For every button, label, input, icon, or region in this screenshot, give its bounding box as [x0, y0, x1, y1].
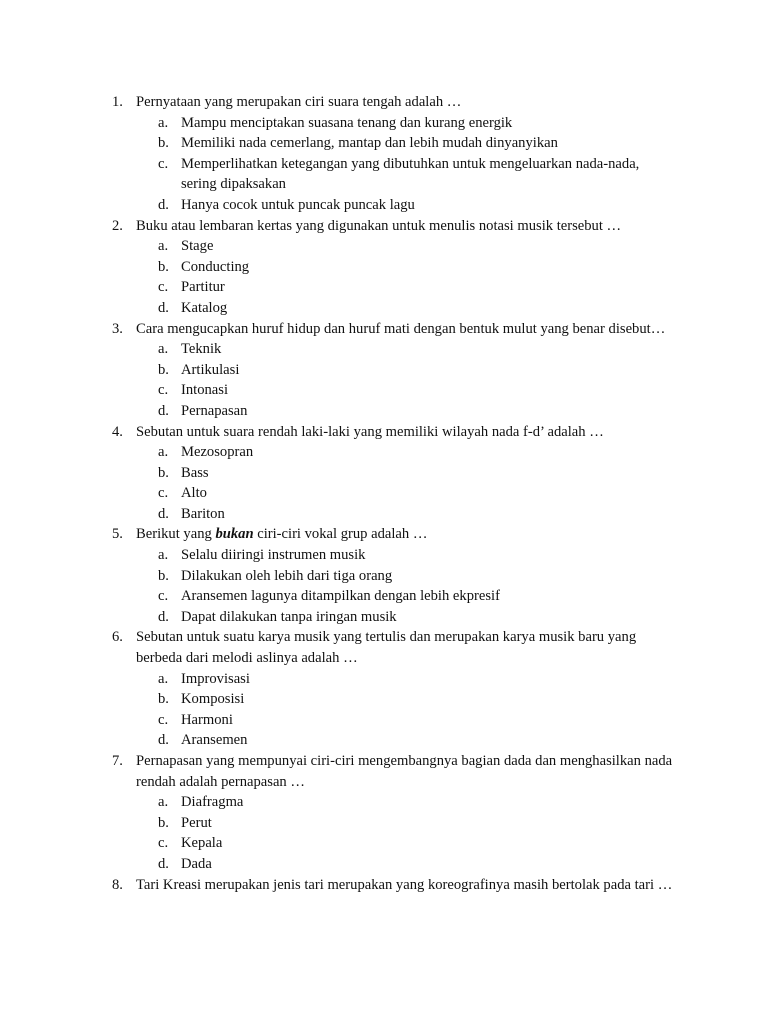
- option-list: [0, 113, 768, 216]
- question-1: [0, 92, 768, 216]
- option-text: Artikulasi: [181, 361, 240, 378]
- option-item: [0, 339, 768, 360]
- question-7: [0, 751, 768, 875]
- option-text: Kepala: [181, 835, 223, 852]
- option-letter: d.: [158, 299, 169, 316]
- option-letter: b.: [158, 691, 169, 708]
- question-3: [0, 319, 768, 422]
- option-item: [0, 669, 768, 690]
- option-list: [0, 442, 768, 524]
- option-item: [0, 463, 768, 484]
- question-text-after: ciri-ciri vokal grup adalah …: [253, 526, 428, 543]
- option-item: [0, 545, 768, 566]
- option-text: Intonasi: [181, 382, 229, 399]
- option-item: [0, 133, 768, 154]
- option-item: [0, 442, 768, 463]
- question-emphasis: bukan: [215, 526, 254, 543]
- question-row: [0, 627, 768, 668]
- option-letter: c.: [158, 835, 169, 852]
- option-item: [0, 298, 768, 319]
- option-letter: d.: [158, 402, 169, 419]
- option-text: Harmoni: [181, 711, 233, 728]
- option-item: [0, 566, 768, 587]
- option-item: [0, 854, 768, 875]
- option-letter: d.: [158, 855, 169, 872]
- option-text: Stage: [181, 238, 214, 255]
- option-item: [0, 730, 768, 751]
- option-letter: c.: [158, 711, 169, 728]
- option-text: Aransemen lagunya ditampilkan dengan lebih ekpresif: [181, 588, 500, 605]
- question-text: Sebutan untuk suara rendah laki-laki yang memiliki wilayah nada f-d’ adalah …: [136, 423, 604, 440]
- option-text: Selalu diiringi instrumen musik: [181, 547, 366, 564]
- option-letter: c.: [158, 279, 169, 296]
- option-text: Komposisi: [181, 691, 245, 708]
- option-text: Hanya cocok untuk puncak puncak lagu: [181, 196, 415, 213]
- option-item: [0, 813, 768, 834]
- question-number: 5.: [112, 526, 123, 543]
- option-letter: d.: [158, 608, 169, 625]
- option-list: [0, 792, 768, 874]
- option-item: [0, 586, 768, 607]
- question-number: 8.: [112, 876, 123, 893]
- option-text: Dapat dilakukan tanpa iringan musik: [181, 608, 397, 625]
- option-item: [0, 483, 768, 504]
- option-letter: a.: [158, 341, 169, 358]
- option-item: [0, 380, 768, 401]
- option-text: Pernapasan: [181, 402, 248, 419]
- option-item: [0, 257, 768, 278]
- question-row: [0, 319, 768, 340]
- question-row: [0, 92, 768, 113]
- option-text: Dada: [181, 855, 212, 872]
- question-number: 6.: [112, 629, 123, 646]
- option-item: [0, 195, 768, 216]
- option-letter: c.: [158, 485, 169, 502]
- question-8: [0, 875, 768, 896]
- question-text-before: Berikut yang: [136, 526, 216, 543]
- option-text: Bass: [181, 464, 209, 481]
- option-item: [0, 236, 768, 257]
- question-text: Cara mengucapkan huruf hidup dan huruf mati dengan bentuk mulut yang benar disebut…: [136, 320, 666, 337]
- option-letter: c.: [158, 382, 169, 399]
- question-number: 4.: [112, 423, 123, 440]
- option-item: [0, 360, 768, 381]
- option-letter: a.: [158, 444, 169, 461]
- question-text: Buku atau lembaran kertas yang digunakan untuk menulis notasi musik tersebut …: [136, 217, 622, 234]
- question-list: [0, 92, 768, 895]
- option-text: Teknik: [181, 341, 222, 358]
- option-letter: a.: [158, 670, 169, 687]
- option-item: [0, 504, 768, 525]
- option-item: [0, 607, 768, 628]
- option-text: Partitur: [181, 279, 225, 296]
- option-text: Katalog: [181, 299, 228, 316]
- question-text: Sebutan untuk suatu karya musik yang tertulis dan merupakan karya musik baru yang berbeda dari melodi aslinya adalah …: [136, 629, 637, 667]
- option-text: Conducting: [181, 258, 250, 275]
- option-list: [0, 339, 768, 421]
- question-5: [0, 524, 768, 627]
- option-letter: d.: [158, 196, 169, 213]
- question-number: 2.: [112, 217, 123, 234]
- option-letter: b.: [158, 567, 169, 584]
- option-list: [0, 236, 768, 318]
- option-text: Perut: [181, 814, 212, 831]
- question-row: [0, 751, 768, 792]
- option-letter: a.: [158, 794, 169, 811]
- option-item: [0, 401, 768, 422]
- question-4: [0, 422, 768, 525]
- option-text: Memperlihatkan ketegangan yang dibutuhkan untuk mengeluarkan nada-nada, sering dipaksakan: [181, 155, 640, 193]
- option-letter: b.: [158, 361, 169, 378]
- option-letter: b.: [158, 464, 169, 481]
- option-text: Aransemen: [181, 732, 248, 749]
- option-letter: b.: [158, 135, 169, 152]
- question-number: 1.: [112, 94, 123, 110]
- option-item: [0, 792, 768, 813]
- option-item: [0, 689, 768, 710]
- option-text: Mampu menciptakan suasana tenang dan kurang energik: [181, 114, 513, 131]
- question-row: [0, 216, 768, 237]
- question-2: [0, 216, 768, 319]
- option-item: [0, 154, 768, 195]
- option-text: Improvisasi: [181, 670, 250, 687]
- option-letter: b.: [158, 258, 169, 275]
- option-letter: b.: [158, 814, 169, 831]
- option-letter: a.: [158, 547, 169, 564]
- option-text: Bariton: [181, 505, 225, 522]
- question-row: [0, 422, 768, 443]
- question-number: 3.: [112, 320, 123, 337]
- option-item: [0, 833, 768, 854]
- option-item: [0, 277, 768, 298]
- option-letter: c.: [158, 155, 169, 172]
- option-text: Dilakukan oleh lebih dari tiga orang: [181, 567, 393, 584]
- option-text: Diafragma: [181, 794, 244, 811]
- question-6: [0, 627, 768, 751]
- question-text: [136, 526, 427, 542]
- option-list: [0, 545, 768, 627]
- question-number: 7.: [112, 753, 123, 769]
- question-text: Pernapasan yang mempunyai ciri-ciri mengembangnya bagian dada dan menghasilkan nada rendah adalah pernapasan …: [136, 753, 673, 790]
- option-text: Mezosopran: [181, 444, 254, 461]
- option-item: [0, 710, 768, 731]
- option-letter: c.: [158, 588, 169, 605]
- option-letter: d.: [158, 732, 169, 749]
- question-row: [0, 524, 768, 545]
- option-letter: a.: [158, 238, 169, 255]
- option-text: Memiliki nada cemerlang, mantap dan lebih mudah dinyanyikan: [181, 135, 558, 152]
- option-text: Alto: [181, 485, 207, 502]
- option-list: [0, 669, 768, 751]
- question-text: Tari Kreasi merupakan jenis tari merupakan yang koreografinya masih bertolak pada tari …: [136, 876, 673, 893]
- option-item: [0, 113, 768, 134]
- option-letter: d.: [158, 505, 169, 522]
- question-text: Pernyataan yang merupakan ciri suara tengah adalah …: [136, 94, 462, 110]
- option-letter: a.: [158, 114, 169, 131]
- question-row: [0, 875, 768, 896]
